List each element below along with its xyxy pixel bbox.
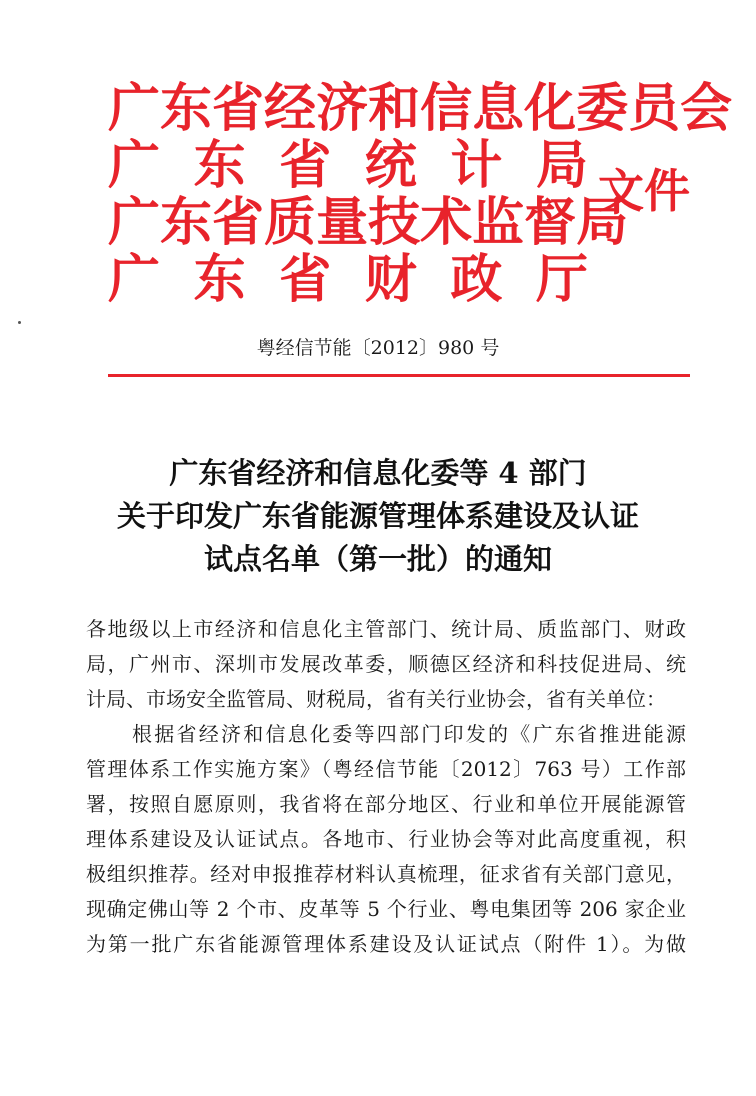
issuer-char: 省	[279, 249, 332, 310]
issuer-char: 量	[316, 192, 369, 253]
issuer-char: 厅	[535, 249, 588, 310]
issuer-char: 省	[212, 78, 265, 139]
body-line: 根据省经济和信息化委等四部门印发的《广东省推进能源	[132, 722, 686, 746]
body-line: 计局、市场安全监管局、财税局，省有关行业协会，省有关单位：	[86, 687, 666, 711]
issuer-char: 委	[576, 78, 629, 139]
body-line: 为第一批广东省能源管理体系建设及认证试点（附件 1）。为做	[86, 932, 686, 956]
issuer-char: 广	[108, 135, 161, 196]
issuer-line	[108, 249, 588, 310]
issuer-char: 东	[193, 135, 246, 196]
body-line: 极组织推荐。经对申报推荐材料认真梳理，征求省有关部门意见，	[86, 862, 686, 886]
issuer-char: 会	[680, 78, 733, 139]
issuer-char: 东	[160, 78, 213, 139]
issuer-char: 局	[576, 192, 629, 253]
document-suffix: 文件	[598, 164, 690, 218]
issuer-char: 经	[264, 78, 317, 139]
issuer-char: 术	[420, 192, 473, 253]
body-line: 理体系建设及认证试点。各地市、行业协会等对此高度重视，积	[86, 827, 686, 851]
body-line: 局，广州市、深圳市发展改革委，顺德区经济和科技促进局、统	[86, 652, 686, 676]
document-body	[86, 612, 686, 962]
issuer-line	[108, 78, 733, 139]
issuer-char: 计	[450, 135, 503, 196]
issuer-char: 技	[368, 192, 421, 253]
red-divider	[108, 374, 690, 377]
issuer-char: 省	[279, 135, 332, 196]
issuer-char: 东	[160, 192, 213, 253]
issuer-char: 财	[364, 249, 417, 310]
issuer-char: 督	[524, 192, 577, 253]
issuer-char: 广	[108, 249, 161, 310]
body-line: 管理体系工作实施方案》（粤经信节能〔2012〕763 号）工作部	[86, 757, 686, 781]
issuer-char: 和	[368, 78, 421, 139]
body-line: 现确定佛山等 2 个市、皮革等 5 个行业、粤电集团等 206 家企业	[86, 897, 686, 921]
title-line: 试点名单（第一批）的通知	[203, 542, 552, 576]
issuer-char: 息	[472, 78, 525, 139]
body-line: 各地级以上市经济和信息化主管部门、统计局、质监部门、财政	[86, 617, 686, 641]
issuer-char: 局	[535, 135, 588, 196]
title-line: 关于印发广东省能源管理体系建设及认证	[116, 499, 639, 533]
issuer-char: 广	[108, 192, 161, 253]
issuer-char: 济	[316, 78, 369, 139]
document-title	[0, 452, 756, 581]
issuer-char: 员	[628, 78, 681, 139]
body-line: 署，按照自愿原则，我省将在部分地区、行业和单位开展能源管	[86, 792, 686, 816]
issuer-char: 信	[420, 78, 473, 139]
scan-speck	[18, 321, 21, 324]
issuer-line	[108, 135, 588, 196]
issuer-char: 东	[193, 249, 246, 310]
issuer-char: 化	[524, 78, 577, 139]
issuer-char: 政	[450, 249, 503, 310]
issuer-char: 省	[212, 192, 265, 253]
issuer-char: 质	[264, 192, 317, 253]
issuer-line	[108, 192, 629, 253]
issuer-char: 监	[472, 192, 525, 253]
title-line: 广东省经济和信息化委等 4 部门	[169, 456, 587, 490]
document-number: 粤经信节能〔2012〕980 号	[256, 337, 500, 359]
issuer-char: 统	[364, 135, 417, 196]
issuer-char: 广	[108, 78, 161, 139]
